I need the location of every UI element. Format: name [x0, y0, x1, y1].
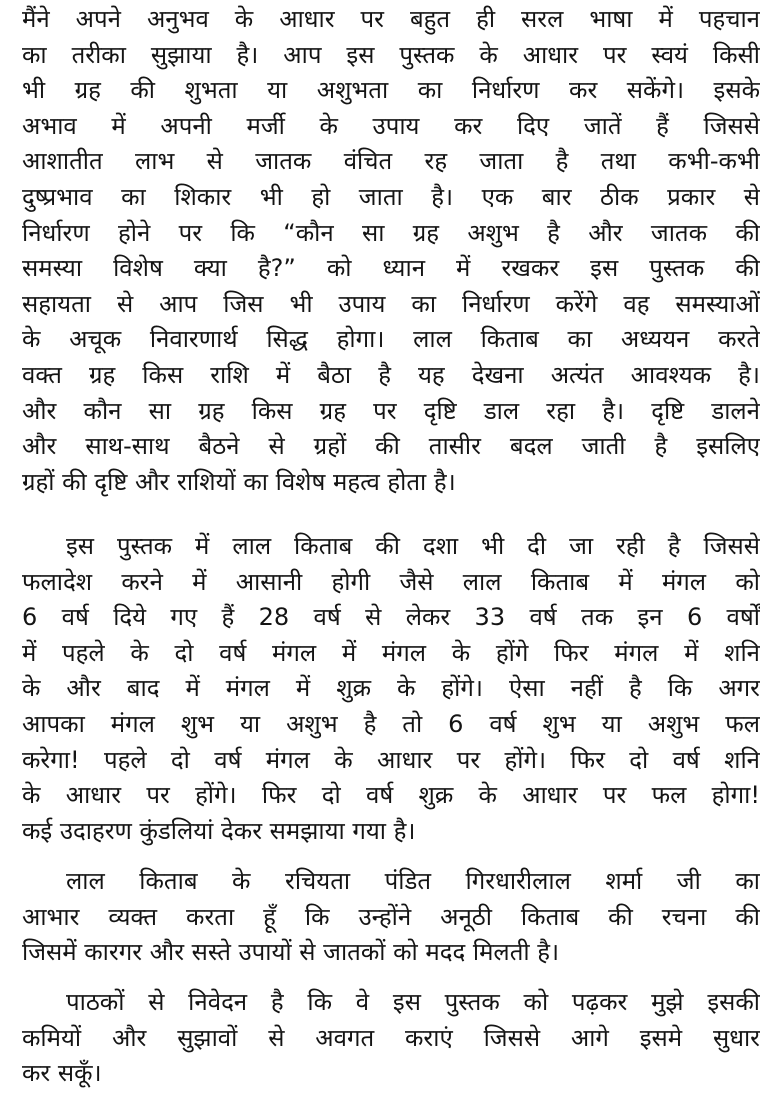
paragraph-4 [22, 985, 760, 1092]
text-line: पाठकों से निवेदन है कि वे इस पुस्तक को पढ़कर मुझे इसकी [66, 988, 760, 1016]
text-line: 6 वर्ष दिये गए हैं 28 वर्ष से लेकर 33 वर्ष तक इन 6 वर्षों [22, 603, 760, 632]
text-line: और कौन सा ग्रह किस ग्रह पर दृष्टि डाल रहा है। दृष्टि डालने [22, 396, 760, 425]
text-line: इस पुस्तक में लाल किताब की दशा भी दी जा रही है जिससे [66, 532, 760, 560]
text-line: कई उदाहरण कुंडलियां देकर समझाया गया है। [22, 816, 416, 845]
text-line: समस्या विशेष क्या है?” को ध्यान में रखकर इस पुस्तक की [22, 254, 760, 283]
text-line: करेगा! पहले दो वर्ष मंगल के आधार पर होंगे। फिर दो वर्ष शनि [22, 745, 760, 774]
text-line: आशातीत लाभ से जातक वंचित रह जाता है तथा कभी-कभी [22, 147, 760, 176]
paragraph-1 [22, 2, 760, 500]
text-line: लाल किताब के रचियता पंडित गिरधारीलाल शर्मा जी का [66, 867, 760, 895]
text-line: कर सकूँ। [22, 1059, 102, 1088]
text-line: निर्धारण होने पर कि “कौन सा ग्रह अशुभ है और जातक की [22, 218, 760, 247]
text-line: अभाव में अपनी मर्जी के उपाय कर दिए जातें हैं जिससे [22, 111, 760, 140]
text-line: आपका मंगल शुभ या अशुभ है तो 6 वर्ष शुभ या अशुभ फल [22, 709, 760, 738]
text-line: भी ग्रह की शुभता या अशुभता का निर्धारण कर सकेंगे। इसके [22, 76, 760, 105]
text-line: सहायता से आप जिस भी उपाय का निर्धारण करेंगे वह समस्याओं [22, 289, 760, 318]
text-line: फलादेश करने में आसानी होगी जैसे लाल किताब में मंगल को [22, 567, 760, 596]
text-line: मैंने अपने अनुभव के आधार पर बहुत ही सरल भाषा में पहचान [22, 5, 760, 33]
text-line: वक्त ग्रह किस राशि में बैठा है यह देखना अत्यंत आवश्यक है। [22, 360, 760, 389]
text-line: दुष्प्रभाव का शिकार भी हो जाता है। एक बार ठीक प्रकार से [22, 182, 760, 211]
text-line: और साथ-साथ बैठने से ग्रहों की तासीर बदल जाती है इसलिए [22, 432, 760, 461]
text-line: ग्रहों की दृष्टि और राशियों का विशेष महत्व होता है। [22, 467, 456, 496]
paragraph-3 [22, 864, 760, 971]
text-line: का तरीका सुझाया है। आप इस पुस्तक के आधार पर स्वयं किसी [22, 40, 760, 69]
text-line: में पहले के दो वर्ष मंगल में मंगल के होंगे फिर मंगल में शनि [22, 638, 760, 667]
text-line: जिसमें कारगर और सस्ते उपायों से जातकों को मदद मिलती है। [22, 938, 560, 967]
text-line: आभार व्यक्त करता हूँ कि उन्होंने अनूठी किताब की रचना की [22, 902, 760, 931]
text-line: के अचूक निवारणार्थ सिद्ध होगा। लाल किताब का अध्ययन करते [22, 325, 760, 354]
text-line: के आधार पर होंगे। फिर दो वर्ष शुक्र के आधार पर फल होगा! [22, 781, 760, 810]
text-line: के और बाद में मंगल में शुक्र के होंगे। ऐसा नहीं है कि अगर [22, 674, 760, 703]
text-line: कमियों और सुझावों से अवगत कराएं जिससे आगे इसमे सुधार [22, 1023, 760, 1052]
paragraph-2 [22, 529, 760, 849]
